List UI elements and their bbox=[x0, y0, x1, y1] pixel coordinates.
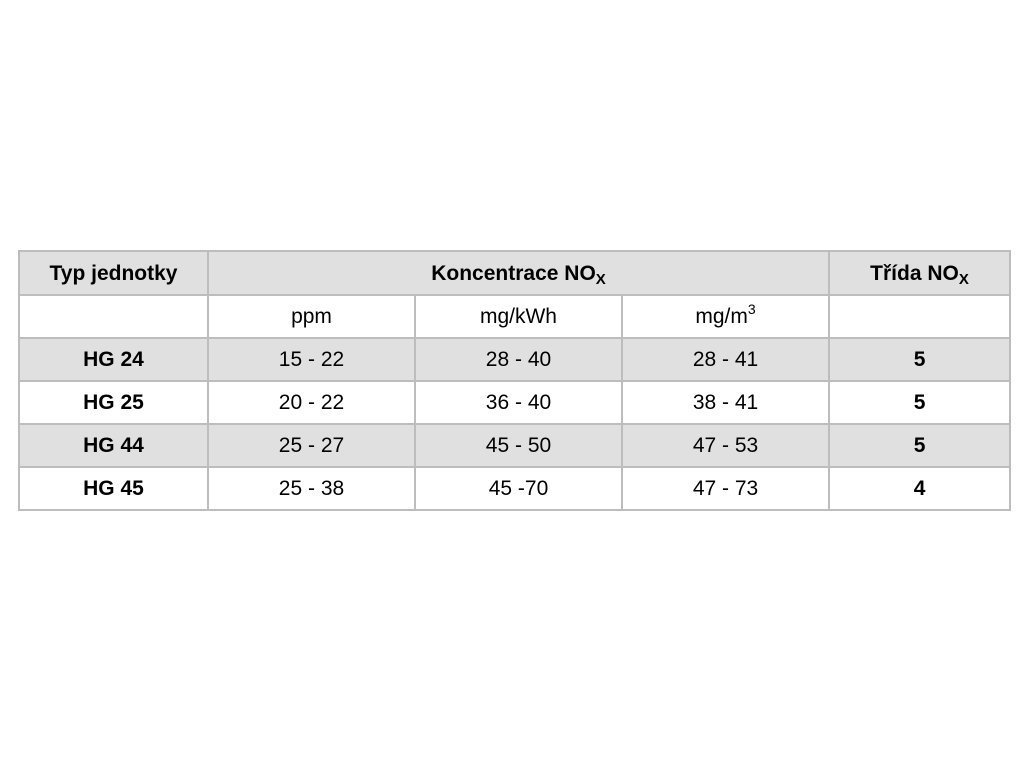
unit-mg-m3: $mg/m^3$ bbox=[622, 295, 829, 338]
table-row bbox=[19, 424, 1010, 467]
cell-mg-kwh: 28 - 40 bbox=[415, 338, 622, 381]
cell-ppm: 15 - 22 bbox=[208, 338, 415, 381]
cell-mg-kwh: 45 -70 bbox=[415, 467, 622, 510]
cell-class: 4 bbox=[829, 467, 1010, 510]
units-empty-cell bbox=[829, 295, 1010, 338]
cell-unit: HG 25 bbox=[19, 381, 208, 424]
header-type: Typ jednotky bbox=[19, 251, 208, 295]
units-row bbox=[19, 295, 1010, 338]
nox-table bbox=[18, 250, 1011, 511]
table-row bbox=[19, 381, 1010, 424]
cell-class: 5 bbox=[829, 424, 1010, 467]
cell-mg-m3: 47 - 73 bbox=[622, 467, 829, 510]
cell-mg-kwh: 36 - 40 bbox=[415, 381, 622, 424]
table-row bbox=[19, 467, 1010, 510]
cell-ppm: 25 - 27 bbox=[208, 424, 415, 467]
cell-mg-m3: 28 - 41 bbox=[622, 338, 829, 381]
table-row bbox=[19, 338, 1010, 381]
cell-ppm: 20 - 22 bbox=[208, 381, 415, 424]
cell-class: 5 bbox=[829, 338, 1010, 381]
units-empty-cell bbox=[19, 295, 208, 338]
header-concentration: Koncentrace $NO_X$ bbox=[208, 251, 829, 295]
unit-mg-kwh: mg/kWh bbox=[415, 295, 622, 338]
cell-unit: HG 24 bbox=[19, 338, 208, 381]
header-row bbox=[19, 251, 1010, 295]
header-class: Třída $NO_X$ bbox=[829, 251, 1010, 295]
cell-ppm: 25 - 38 bbox=[208, 467, 415, 510]
cell-mg-m3: 47 - 53 bbox=[622, 424, 829, 467]
cell-mg-m3: 38 - 41 bbox=[622, 381, 829, 424]
cell-mg-kwh: 45 - 50 bbox=[415, 424, 622, 467]
cell-unit: HG 44 bbox=[19, 424, 208, 467]
unit-ppm: ppm bbox=[208, 295, 415, 338]
cell-unit: HG 45 bbox=[19, 467, 208, 510]
cell-class: 5 bbox=[829, 381, 1010, 424]
